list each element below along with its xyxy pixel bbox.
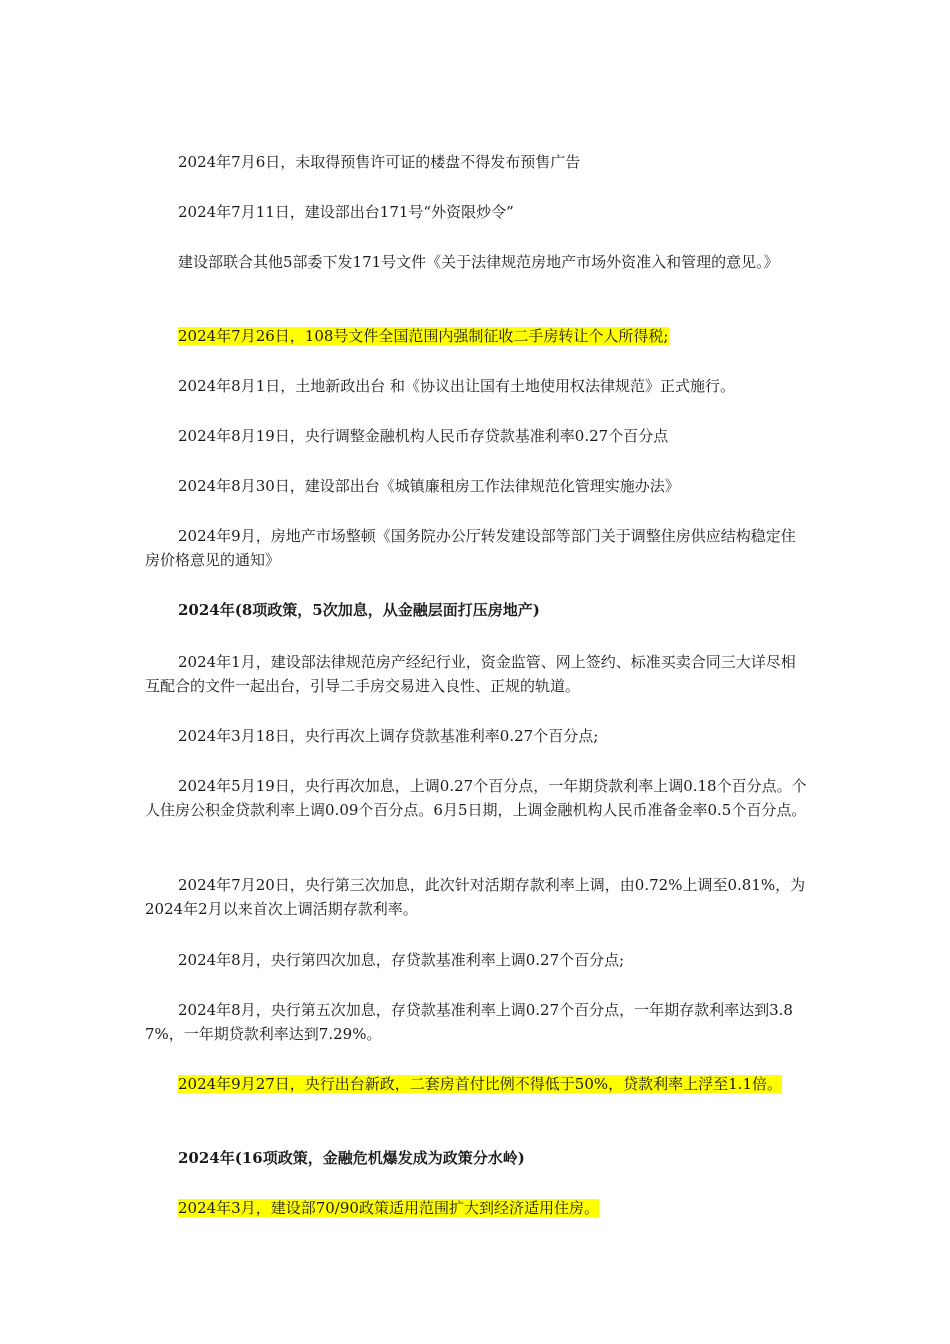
highlighted-text: 2024年3月，建设部70/90政策适用范围扩大到经济适用住房。 [178, 1199, 599, 1217]
heading-text: 2024年(8项政策，5次加息，从金融层面打压房地产) [178, 601, 540, 619]
highlighted-text: 2024年9月27日，央行出台新政，二套房首付比例不得低于50%，贷款利率上浮至1.1倍。 [178, 1075, 783, 1093]
heading-text: 2024年(16项政策，金融危机爆发成为政策分水岭) [178, 1149, 525, 1167]
paragraph-text: 2024年8月，央行第五次加息，存贷款基准利率上调0.27个百分点，一年期存款利率达到3.87%，一年期贷款利率达到7.29%。 [145, 1001, 793, 1043]
paragraph-7090-policy [145, 1196, 807, 1220]
highlighted-text: 2024年7月26日，108号文件全国范围内强制征收二手房转让个人所得税; [178, 327, 669, 345]
paragraph-brokerage-regulation [145, 650, 807, 698]
paragraph-text: 2024年8月，央行第四次加息，存贷款基准利率上调0.27个百分点; [178, 951, 625, 969]
paragraph-second-home-policy [145, 1072, 807, 1096]
paragraph-market-rectification [145, 524, 807, 572]
paragraph-text: 2024年9月，房地产市场整顿《国务院办公厅转发建设部等部门关于调整住房供应结构稳定住房价格意见的通知》 [145, 527, 796, 569]
paragraph-text: 2024年7月20日，央行第三次加息，此次针对活期存款利率上调，由0.72%上调至0.81%，为2024年2月以来首次上调活期存款利率。 [145, 876, 806, 918]
paragraph-text: 建设部联合其他5部委下发171号文件《关于法律规范房地产市场外资准入和管理的意见。》 [178, 253, 779, 271]
paragraph-lowrent-housing [145, 474, 807, 498]
paragraph-rate-hike-march [145, 724, 807, 748]
paragraph-text: 2024年1月，建设部法律规范房产经纪行业，资金监管、网上签约、标准买卖合同三大详尽相互配合的文件一起出台，引导二手房交易进入良性、正规的轨道。 [145, 653, 796, 695]
paragraph-rate-hike-fourth [145, 948, 807, 972]
section-heading-eight-policies [145, 598, 807, 622]
paragraph-rate-hike-may [145, 774, 807, 822]
paragraph-text: 2024年5月19日，央行再次加息，上调0.27个百分点，一年期贷款利率上调0.18个百分点。个人住房公积金贷款利率上调0.09个百分点。6月5日期，上调金融机构人民币准备金率0.5个百分点。 [145, 777, 807, 819]
paragraph-text: 2024年7月6日，未取得预售许可证的楼盘不得发布预售广告 [178, 153, 581, 171]
section-heading-sixteen-policies [145, 1146, 807, 1170]
paragraph-text: 2024年8月19日，央行调整金融机构人民币存贷款基准利率0.27个百分点 [178, 427, 669, 445]
paragraph-rate-hike-fifth [145, 998, 807, 1046]
paragraph-rate-adjustment [145, 424, 807, 448]
paragraph-text: 2024年7月11日，建设部出台171号“外资限炒令” [178, 203, 514, 221]
paragraph-text: 2024年8月30日，建设部出台《城镇廉租房工作法律规范化管理实施办法》 [178, 477, 680, 495]
paragraph-rate-hike-july [145, 873, 807, 921]
paragraph-text: 2024年8月1日，土地新政出台 和《协议出让国有土地使用权法律规范》正式施行。 [178, 377, 736, 395]
paragraph-text: 2024年3月18日，央行再次上调存贷款基准利率0.27个百分点; [178, 727, 599, 745]
paragraph-document-171 [145, 250, 807, 274]
paragraph-land-policy [145, 374, 807, 398]
paragraph-document-108 [145, 324, 807, 348]
paragraph-presale-ad-ban [145, 150, 807, 174]
paragraph-foreign-capital-order [145, 200, 807, 224]
